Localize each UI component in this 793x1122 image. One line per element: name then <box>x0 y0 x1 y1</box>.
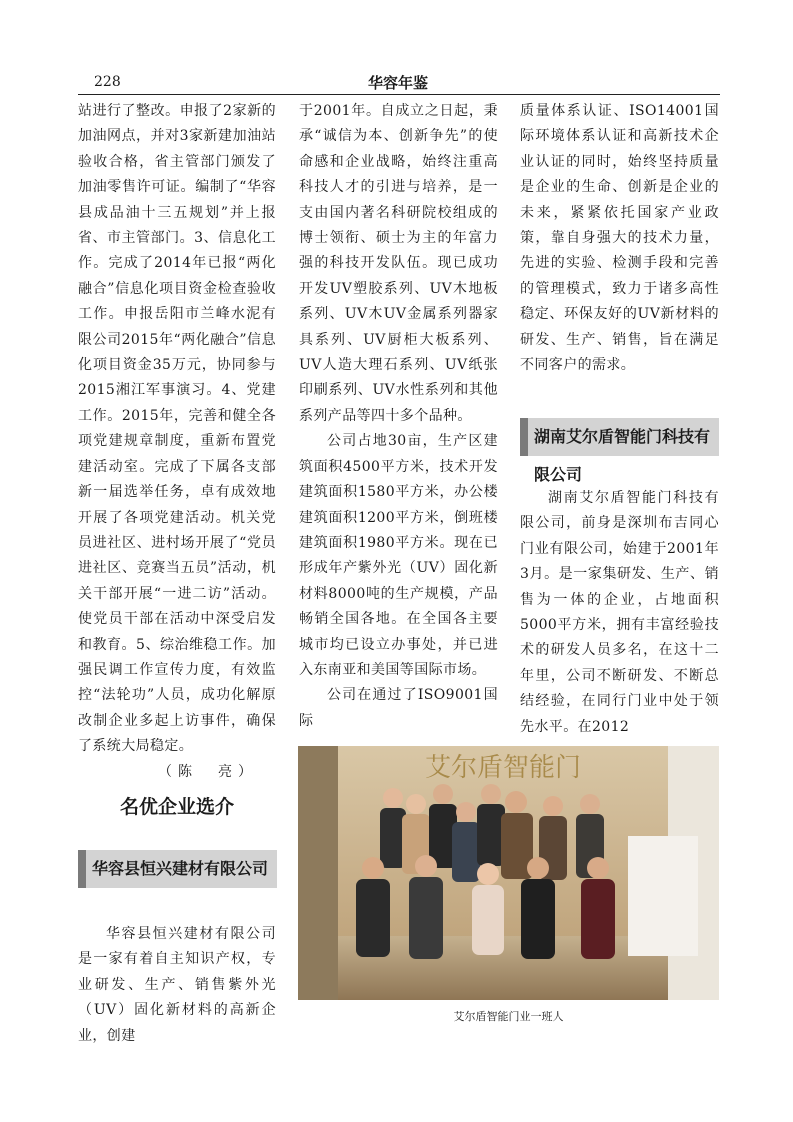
paragraph: 于2001年。自成立之日起，秉承“诚信为本、创新争先”的使命感和企业战略，始终注重高科技人才的引进与培养，是一支由国内著名科研院校组成的博士领衔、硕士为主的年富力强的科技开发队伍。现已成功开发UV塑胶系列、UV木地板系列、UV木UV金属系列器家具系列、UV厨柜大板系列、UV人造大理石系列、UV纸张印刷系列、UV水性系列和其他系列产品等四十多个品种。 <box>299 103 498 424</box>
wall-sign-text: 艾尔盾智能门 <box>424 753 582 783</box>
page-number: 228 <box>94 74 121 90</box>
group-photo <box>298 746 719 1000</box>
column-1 <box>78 99 276 785</box>
photo-caption: 艾尔盾智能门业一班人 <box>453 1010 564 1023</box>
paragraph: 湖南艾尔盾智能门科技有限公司，前身是深圳布吉同心门业有限公司，始建于2001年3月。是一家集研发、生产、销售为一体的企业，占地面积5000平方米，拥有丰富经验技术的研发人员多名，在这十二年里，公司不断研发、不断总结经验，在同行门业中处于领先水平。在2012 <box>520 490 719 735</box>
author-credit: （陈 亮） <box>158 763 258 780</box>
company-heading-aierdun: 湖南艾尔盾智能门科技有限公司 <box>520 418 719 456</box>
paragraph: 质量体系认证、ISO14001国际环境体系认证和高新技术企业认证的同时，始终坚持质量是企业的生命、创新是企业的未来，紧紧依托国家产业政策，靠自身强大的技术力量，先进的实验、检测手段和完善的管理模式，致力于诸多高性稳定、环保友好的UV新材料的研发、生产、销售，旨在满足不同客户的需求。 <box>520 103 719 374</box>
page-header <box>78 72 718 94</box>
header-rule <box>78 94 720 95</box>
photo-reception-desk <box>628 836 698 956</box>
column-2 <box>299 99 498 734</box>
paragraph: 公司在通过了ISO9001国际 <box>299 687 498 729</box>
paragraph: 站进行了整改。申报了2家新的加油网点，并对3家新建加油站验收合格，省主管部门颁发了加油零售许可证。编制了“华容县成品油十三五规划”并上报省、市主管部门。3、信息化工作。完成了2014年已报“两化融合”信息化项目资金检查验收工作。申报岳阳市兰峰水泥有限公司2015年“两化融合”信息化项目资金35万元，协同参与2015湘江军事演习。4、党建工作。2015年，完善和健全各项党建规章制度，重新布置党建活动室。完成了下属各支部新一届选举任务，卓有成效地开展了各项党建活动。机关党员进社区、进村场开展了“党员进社区、竞赛当五员”活动，机关干部开展“一进二访”活动。使党员干部在活动中深受启发和教育。5、综治维稳工作。加强民调工作宣传力度，有效监控“法轮功”人员，成功化解原改制企业多起上访事件，确保了系统大局稳定。 <box>78 103 276 755</box>
company-1-intro-block <box>78 922 276 1049</box>
photo-left-wall <box>298 746 338 1000</box>
paragraph: 华容县恒兴建材有限公司是一家有着自主知识产权，专业研发、生产、销售紫外光（UV）固化新材料的高新企业，创建 <box>78 926 276 1044</box>
company-heading-hengxing: 华容县恒兴建材有限公司 <box>78 850 277 888</box>
section-title: 名优企业选介 <box>119 796 234 818</box>
company-2-intro-block <box>520 486 719 740</box>
column-3 <box>520 99 719 378</box>
paragraph: 公司占地30亩，生产区建筑面积4500平方米，技术开发建筑面积1580平方米，办公楼建筑面积1200平方米，倒班楼建筑面积1980平方米。现在已形成年产紫外光（UV）固化新材料8000吨的生产规模，产品畅销全国各地。在全国各主要城市均已设立办事处，并已进入东南亚和美国等国际市场。 <box>299 433 498 678</box>
running-title: 华容年鉴 <box>367 74 428 92</box>
